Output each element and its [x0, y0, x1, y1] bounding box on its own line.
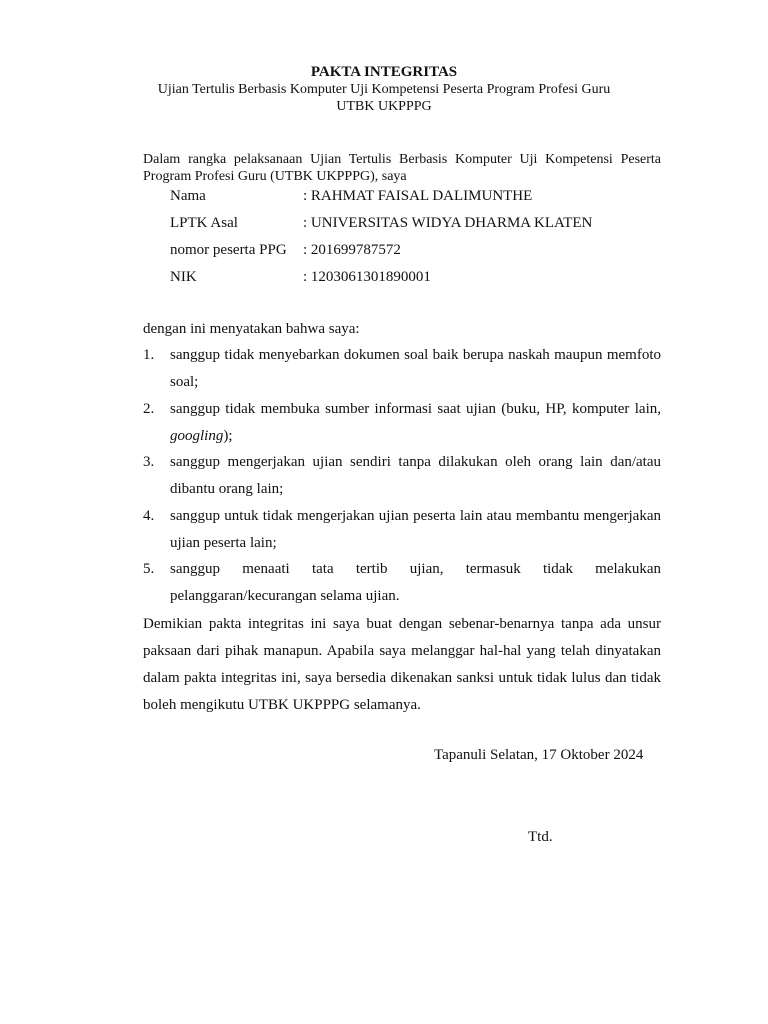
identity-value: : 201699787572: [303, 242, 401, 258]
list-item-number: 2.: [143, 401, 155, 417]
place-date: Tapanuli Selatan, 17 Oktober 2024: [434, 747, 644, 763]
intro-paragraph: Dalam rangka pelaksanaan Ujian Tertulis Berbasis Komputer Uji Kompetensi Peserta Program Profesi Guru (UTBK UKPPPG), saya: [143, 152, 661, 184]
identity-label: nomor peserta PPG: [170, 242, 287, 258]
list-item-text: [170, 396, 661, 450]
list-item-text: sanggup tidak menyebarkan dokumen soal baik berupa naskah maupun memfoto soal;: [170, 347, 661, 390]
document-title: PAKTA INTEGRITAS: [310, 64, 458, 80]
list-item-number: 3.: [143, 454, 155, 470]
list-item-text: sanggup menaati tata tertib ujian, termasuk tidak melakukan pelanggaran/kecurangan selama ujian.: [170, 561, 661, 604]
identity-value: : RAHMAT FAISAL DALIMUNTHE: [303, 188, 533, 204]
list-item-number: 5.: [143, 561, 155, 577]
identity-value: : 1203061301890001: [303, 269, 431, 285]
document-subtitle-exam: UTBK UKPPPG: [336, 99, 432, 114]
document-subtitle: Ujian Tertulis Berbasis Komputer Uji Kompetensi Peserta Program Profesi Guru: [157, 82, 611, 97]
identity-label: NIK: [170, 269, 197, 285]
identity-label: LPTK Asal: [170, 215, 238, 231]
signature-placeholder: Ttd.: [528, 829, 553, 845]
statement-intro: dengan ini menyatakan bahwa saya:: [143, 321, 360, 337]
list-item-text-part: sanggup tidak membuka sumber informasi saat ujian (buku, HP, komputer lain,: [170, 401, 661, 417]
list-item-italic-term: googling: [170, 428, 224, 444]
closing-paragraph: Demikian pakta integritas ini saya buat dengan sebenar-benarnya tanpa ada unsur paksaan dari pihak manapun. Apabila saya melanggar hal-hal yang telah dinyatakan dalam pakta integritas ini, saya bersedia dikenakan sanksi untuk tidak lulus dan tidak boleh mengikutu UTBK UKPPPG selamanya.: [143, 616, 661, 713]
list-item-number: 1.: [143, 347, 155, 363]
list-item-number: 4.: [143, 508, 155, 524]
list-item-text-part: );: [223, 428, 233, 444]
identity-label: Nama: [170, 188, 206, 204]
list-item-text: sanggup untuk tidak mengerjakan ujian peserta lain atau membantu mengerjakan ujian peserta lain;: [170, 508, 661, 551]
list-item-text: sanggup mengerjakan ujian sendiri tanpa dilakukan oleh orang lain dan/atau dibantu orang lain;: [170, 454, 661, 497]
identity-value: : UNIVERSITAS WIDYA DHARMA KLATEN: [303, 215, 593, 231]
